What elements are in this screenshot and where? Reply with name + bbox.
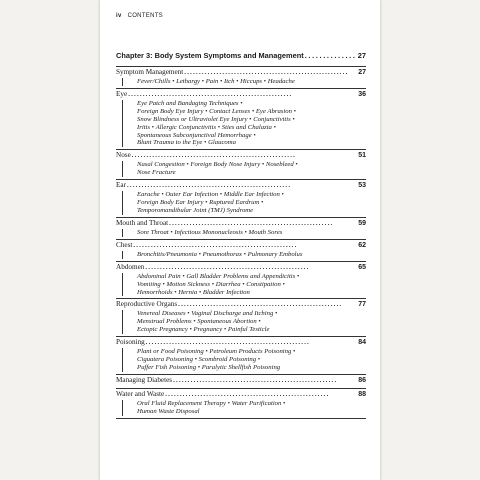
- toc-entry-heading: [116, 376, 366, 386]
- toc-entry-page: 53: [358, 182, 366, 190]
- toc-entry-page: 51: [358, 152, 366, 160]
- toc-subtopics: [122, 78, 366, 86]
- toc-subtopics: [122, 400, 366, 416]
- dot-leader: [165, 390, 357, 400]
- toc-entry[interactable]: [116, 336, 366, 374]
- toc-entry-title: Water and Waste: [116, 389, 165, 398]
- book-page: [100, 0, 380, 480]
- toc-entry-page: 77: [358, 301, 366, 309]
- toc-subtopics: [122, 100, 366, 147]
- toc-entry-page: 62: [358, 241, 366, 249]
- toc-subtopic-line: Venereal Diseases • Vaginal Discharge and Itching •: [137, 310, 278, 318]
- toc-subtopic-line: Foreign Body Eye Injury • Contact Lenses • Eye Abrasion •: [137, 107, 296, 115]
- toc-entry-title: Symptom Management: [116, 68, 184, 76]
- toc-subtopic-line: Menstrual Problems • Spontaneous Abortion •: [137, 318, 261, 326]
- toc-entry[interactable]: [116, 388, 366, 419]
- toc-entry-title: Poisoning: [116, 338, 145, 347]
- toc-subtopics: [122, 191, 366, 215]
- dot-leader: [169, 219, 357, 229]
- toc-entry-page: 59: [358, 219, 366, 227]
- dot-leader: [127, 181, 357, 191]
- toc-subtopic-line: Sore Throat • Infectious Mononucleosis • Mouth Sores: [137, 228, 283, 236]
- chapter-heading: [116, 51, 366, 60]
- toc-entry[interactable]: [116, 239, 366, 261]
- toc-subtopic-line: Iritis • Allergic Conjunctivitis • Sties and Chalazia •: [137, 123, 276, 131]
- toc-entry-title: Eye: [116, 89, 128, 98]
- toc-subtopic-line: Abdominal Pain • Gall Bladder Problems and Appendicitis •: [137, 272, 300, 280]
- toc-subtopic-line: Hemorrhoids • Hernia • Bladder Infection: [137, 288, 250, 296]
- toc-entry-title: Mouth and Throat: [116, 218, 169, 227]
- dot-leader: [173, 376, 357, 386]
- toc-subtopic-line: Ectopic Pregnancy • Pregnancy • Painful Testicle: [137, 326, 270, 334]
- toc-entry[interactable]: [116, 374, 366, 388]
- toc-subtopic-line: Ciguatera Poisoning • Scombroid Poisoning •: [137, 356, 261, 364]
- toc-entry-page: 88: [358, 390, 366, 398]
- toc-entry[interactable]: [116, 179, 366, 217]
- toc-subtopic-line: Eye Patch and Bandaging Techniques •: [137, 99, 243, 107]
- toc-subtopics: [122, 251, 366, 259]
- toc-entry-title: Ear: [116, 181, 126, 190]
- dot-leader: [146, 338, 357, 348]
- toc-subtopic-line: Temporomandibular Joint (TMJ) Syndrome: [137, 206, 254, 214]
- toc-subtopic-line: Vomiting • Motion Sickness • Diarrhea • Constipation •: [137, 280, 285, 288]
- toc-entry-heading: [116, 151, 366, 161]
- toc-subtopic-line: Nasal Congestion • Foreign Body Nose Injury • Nosebleed •: [137, 161, 298, 169]
- toc-entries: [116, 66, 366, 419]
- toc-subtopic-line: Oral Fluid Replacement Therapy • Water Purification •: [137, 399, 286, 407]
- toc-subtopic-line: Fever/Chills • Lethargy • Pain • Itch • Hiccups • Headache: [137, 78, 295, 85]
- toc-entry[interactable]: [116, 88, 366, 149]
- toc-subtopic-line: Snow Blindness or Ultraviolet Eye Injury • Conjunctivitis •: [137, 115, 295, 123]
- toc-entry[interactable]: [116, 298, 366, 336]
- toc-entry-heading: [116, 338, 366, 348]
- toc-entry-heading: [116, 241, 366, 251]
- toc-entry-page: 36: [358, 90, 366, 98]
- toc-entry-title: Reproductive Organs: [116, 300, 178, 309]
- toc-entry-title: Abdomen: [116, 262, 145, 271]
- toc-subtopics: [122, 273, 366, 297]
- toc-subtopics: [122, 310, 366, 334]
- toc-entry[interactable]: [116, 66, 366, 88]
- toc-subtopic-line: Plant or Food Poisoning • Petroleum Products Poisoning •: [137, 348, 296, 356]
- toc-subtopic-line: Spontaneous Subconjunctival Hemorrhage •: [137, 131, 256, 139]
- toc-subtopic-line: Nose Fracture: [137, 169, 176, 177]
- chapter-title: Chapter 3: Body System Symptoms and Management: [116, 51, 304, 60]
- toc-entry-heading: [116, 68, 366, 78]
- dot-leader: [305, 51, 357, 60]
- toc-subtopics: [122, 229, 366, 237]
- dot-leader: [133, 241, 357, 251]
- toc-subtopics: [122, 161, 366, 177]
- toc-subtopic-line: Bronchitis/Pneumonia • Pneumothorax • Pulmonary Embolus: [137, 250, 303, 258]
- dot-leader: [132, 151, 357, 161]
- toc-entry-page: 86: [358, 376, 366, 384]
- dot-leader: [184, 68, 357, 78]
- toc-subtopics: [122, 348, 366, 372]
- toc-entry-heading: [116, 390, 366, 400]
- running-head-title: CONTENTS: [127, 13, 163, 19]
- toc-subtopic-line: Puffer Fish Poisoning • Paralytic Shellfish Poisoning: [137, 363, 281, 371]
- toc-entry-heading: [116, 219, 366, 229]
- toc-entry-heading: [116, 90, 366, 100]
- toc-entry-page: 84: [358, 339, 366, 347]
- toc-entry-page: 27: [358, 69, 366, 76]
- chapter-page: 27: [357, 51, 366, 60]
- toc-entry-heading: [116, 181, 366, 191]
- dot-leader: [128, 90, 357, 100]
- dot-leader: [145, 263, 357, 273]
- toc-subtopic-line: Earache • Outer Ear Infection • Middle Ear Infection •: [137, 191, 284, 199]
- toc-entry[interactable]: [116, 261, 366, 299]
- toc-entry[interactable]: [116, 217, 366, 239]
- page-number: iv: [116, 13, 122, 19]
- dot-leader: [178, 300, 357, 310]
- toc-entry-title: Managing Diabetes: [116, 375, 173, 384]
- running-head: [116, 13, 163, 19]
- toc-entry[interactable]: [116, 149, 366, 179]
- toc-entry-title: Nose: [116, 151, 131, 160]
- toc-entry-heading: [116, 300, 366, 310]
- toc-subtopic-line: Foreign Body Ear Injury • Ruptured Eardrum •: [137, 199, 264, 207]
- toc-subtopic-line: Human Waste Disposal: [137, 407, 200, 415]
- toc-entry-page: 65: [358, 263, 366, 271]
- toc-entry-heading: [116, 263, 366, 273]
- toc-subtopic-line: Blunt Trauma to the Eye • Glaucoma: [137, 139, 236, 147]
- toc-entry-title: Chest: [116, 240, 133, 249]
